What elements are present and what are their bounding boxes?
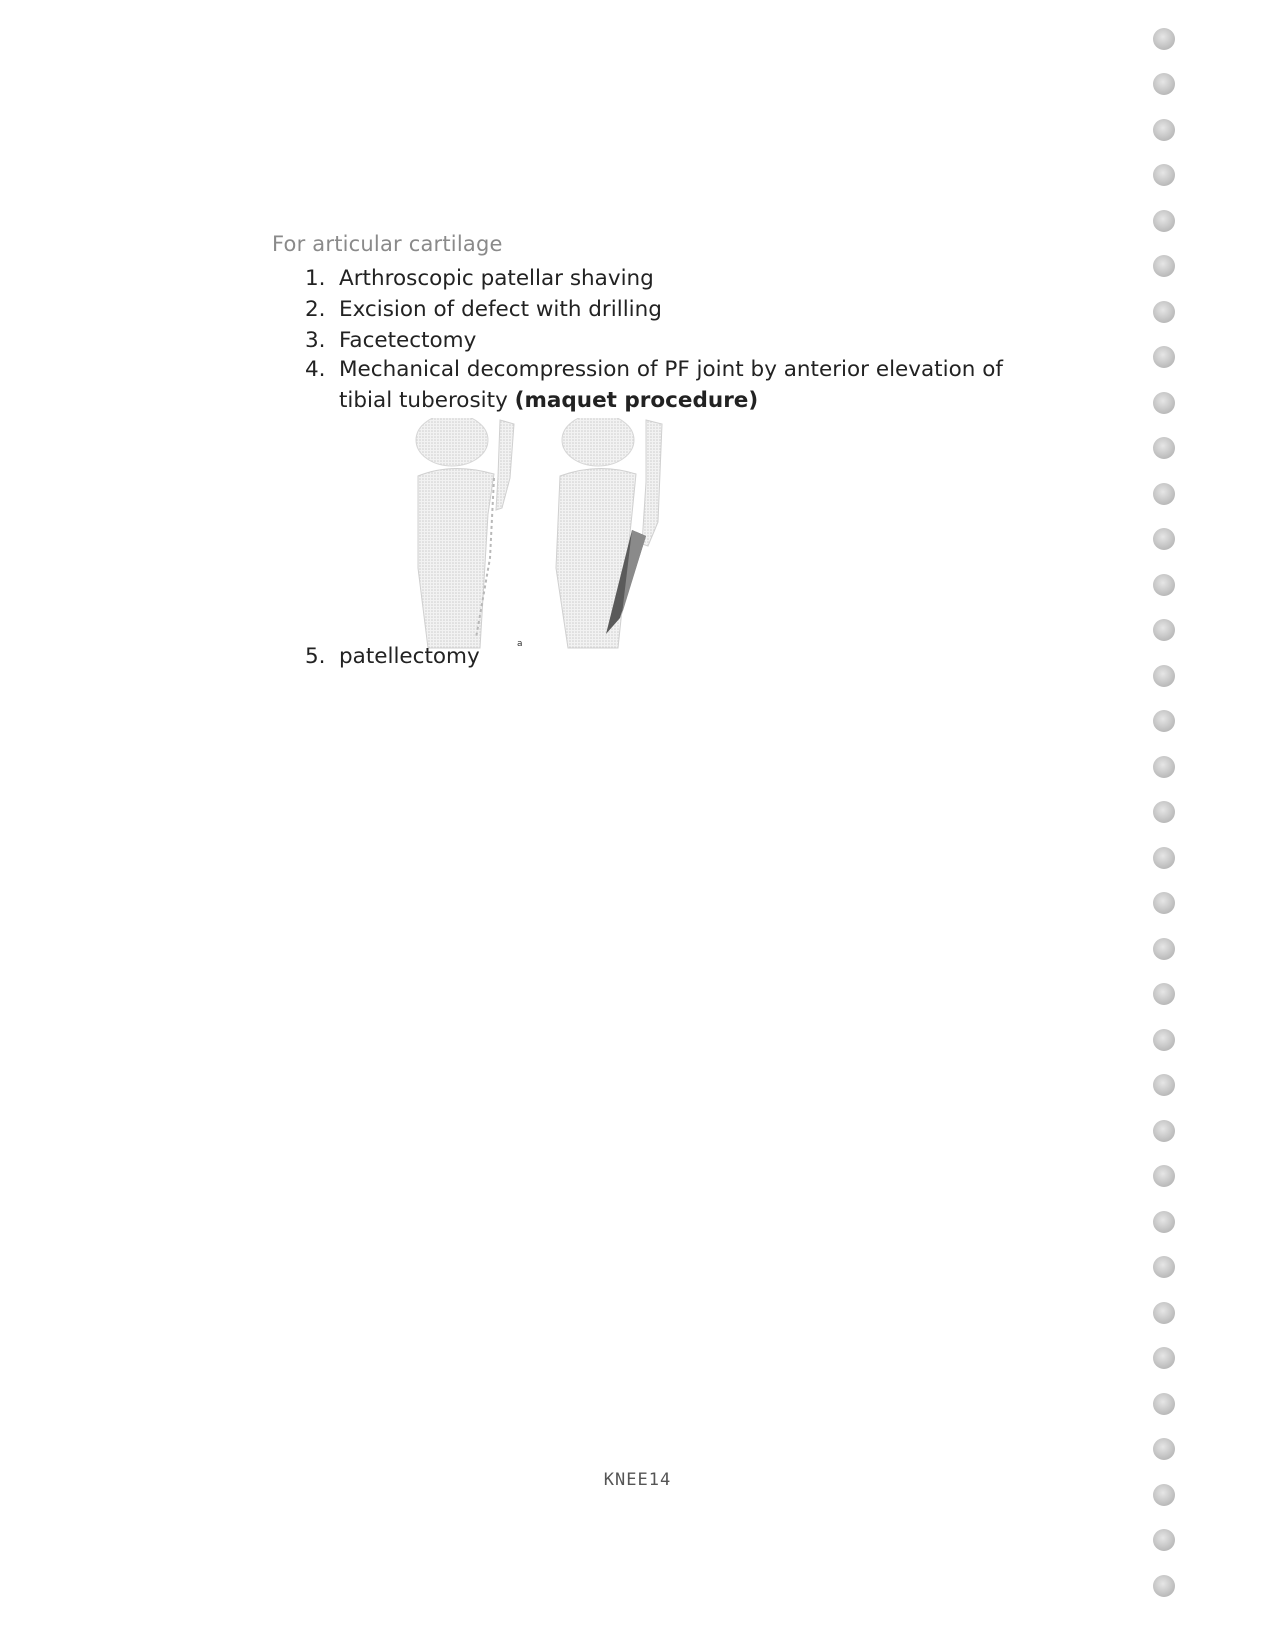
binder-hole [1153,665,1175,687]
binder-hole [1153,1256,1175,1278]
list-item [305,297,662,322]
binder-hole [1153,1575,1175,1597]
binder-hole [1153,892,1175,914]
list-item [305,644,480,669]
binder-hole [1153,710,1175,732]
list-text: patellectomy [339,644,480,669]
binder-hole [1153,847,1175,869]
binder-hole [1153,938,1175,960]
list-number: 3. [305,328,326,353]
binder-hole [1153,619,1175,641]
binder-hole [1153,1438,1175,1460]
binder-hole [1153,392,1175,414]
binder-hole [1153,756,1175,778]
list-number: 5. [305,644,326,669]
list-number: 1. [305,266,326,291]
binder-hole [1153,483,1175,505]
binder-hole [1153,1074,1175,1096]
section-heading: For articular cartilage [272,232,503,256]
list-text: Arthroscopic patellar shaving [339,266,654,291]
binder-hole [1153,164,1175,186]
binder-hole [1153,1484,1175,1506]
list-text: Mechanical decompression of PF joint by anterior elevation of tibial tuberosity [339,357,1003,413]
binder-hole [1153,801,1175,823]
knee-before-diagram [416,418,514,648]
list-number: 4. [305,357,326,382]
binder-hole [1153,1120,1175,1142]
list-text-bold: (maquet procedure) [514,388,759,413]
binder-hole [1153,528,1175,550]
binder-hole [1153,119,1175,141]
binder-hole [1153,1347,1175,1369]
binder-hole [1153,1165,1175,1187]
list-number: 2. [305,297,326,322]
figure-label-a: a [517,639,523,649]
binder-hole [1153,255,1175,277]
binder-hole [1153,28,1175,50]
binder-holes [1153,28,1183,1628]
page-footer: KNEE14 [603,1470,672,1490]
binder-hole [1153,301,1175,323]
binder-hole [1153,437,1175,459]
knee-after-diagram [556,418,662,648]
binder-hole [1153,1393,1175,1415]
binder-hole [1153,73,1175,95]
list-item [305,354,1045,416]
knee-procedure-figure [410,418,700,662]
list-text: Facetectomy [339,328,477,353]
list-item [305,328,476,353]
binder-hole [1153,1302,1175,1324]
binder-hole [1153,983,1175,1005]
binder-hole [1153,210,1175,232]
list-item [305,266,654,291]
binder-hole [1153,1211,1175,1233]
binder-hole [1153,1529,1175,1551]
list-text: Excision of defect with drilling [339,297,662,322]
binder-hole [1153,574,1175,596]
binder-hole [1153,1029,1175,1051]
binder-hole [1153,346,1175,368]
